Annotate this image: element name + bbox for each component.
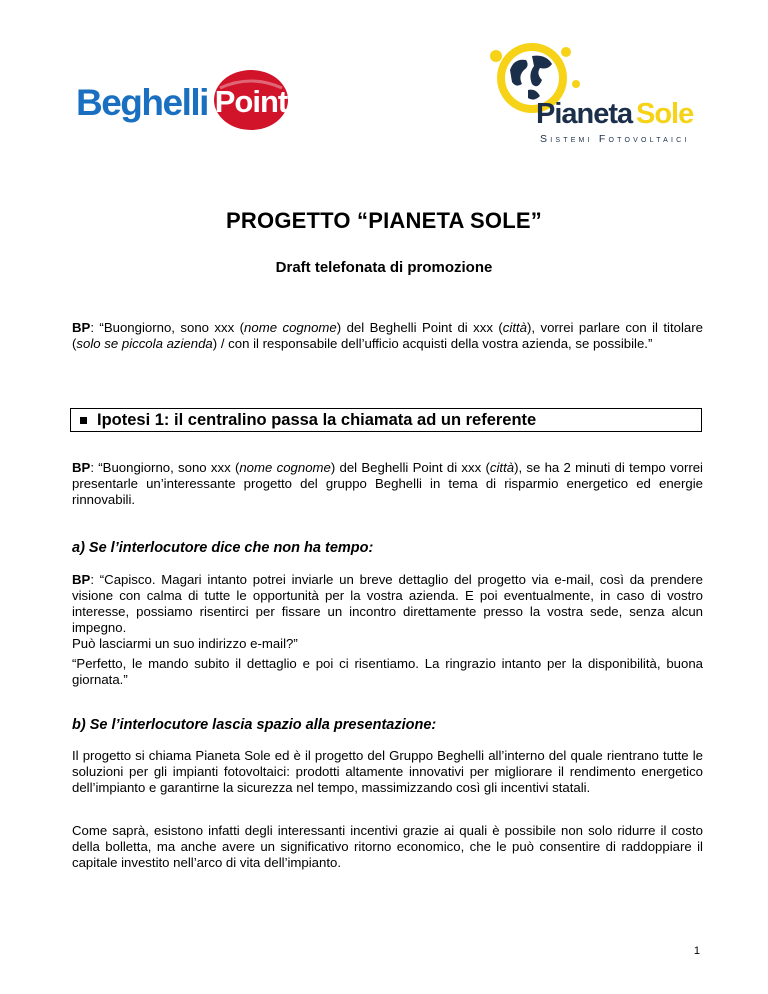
pianeta-tagline: Sistemi Fotovoltaici: [540, 133, 690, 145]
project-paragraph: Il progetto si chiama Pianeta Sole ed è il progetto del Gruppo Beghelli all’interno del quale rientrano tutte le soluzioni per gli impianti fotovoltaici: prodotti altamente innovativi per migliorare il rendimento energetico dell’impianto e garantirne la sicurezza nel tempo, massimizzando così gli incentivi statali.: [72, 748, 703, 795]
pianeta-sole-logo: [488, 40, 702, 146]
pianeta-wordmark: Pianeta: [536, 98, 633, 130]
point-wordmark: Point: [214, 84, 288, 119]
case-b-heading: b) Se l’interlocutore lascia spazio alla presentazione:: [72, 717, 437, 733]
intro-paragraph: BP: “Buongiorno, sono xxx (nome cognome) del Beghelli Point di xxx (città), vorrei parlare con il titolare (solo se piccola azienda) / con il responsabile dell’ufficio acquisti della vostra azienda, se possibile.”: [72, 320, 703, 351]
speaker-label: BP: [72, 572, 91, 587]
beghelli-wordmark: Beghelli: [76, 82, 208, 123]
sole-wordmark: Sole: [636, 98, 694, 130]
beghelli-point-logo: [72, 70, 290, 134]
incentives-paragraph: Come saprà, esistono infatti degli interessanti incentivi grazie ai quali è possibile non solo ridurre il costo della bolletta, ma anche avere un significativo ritorno economico, che le può consentire di raddoppiare il capitale investito nell’arco di vita dell’impianto.: [72, 823, 703, 870]
document-title: PROGETTO “PIANETA SOLE”: [226, 208, 542, 233]
hypothesis-box: [70, 408, 702, 432]
greeting-paragraph: BP: “Buongiorno, sono xxx (nome cognome) del Beghelli Point di xxx (città), se ha 2 minuti di tempo vorrei presentarle un’interessante progetto del gruppo Beghelli in tema di risparmio energetico ed energie rinnovabili.: [72, 460, 703, 507]
closing-paragraph: “Perfetto, le mando subito il dettaglio e poi ci risentiamo. La ringrazio intanto per la disponibilità, buona giornata.”: [72, 656, 703, 687]
square-bullet-icon: [80, 417, 87, 424]
page-number: 1: [693, 945, 700, 957]
case-a-heading: a) Se l’interlocutore dice che non ha tempo:: [72, 540, 374, 556]
document-subtitle: Draft telefonata di promozione: [275, 259, 493, 276]
speaker-label: BP: [72, 320, 91, 335]
speaker-label: BP: [72, 460, 91, 475]
no-time-paragraph: BP: “Capisco. Magari intanto potrei inviarle un breve dettaglio del progetto via e-mail, così da prendere visione con calma di tutte le opportunità per la vostra azienda. E poi eventualmente, in caso di vostro interesse, possiamo risentirci per fissare un incontro direttamente presso la vostra sede, senza alcun impegno. Può lasciarmi un suo indirizzo e-mail?”: [72, 572, 703, 651]
hypothesis-heading: Ipotesi 1: il centralino passa la chiamata ad un referente: [97, 411, 537, 429]
